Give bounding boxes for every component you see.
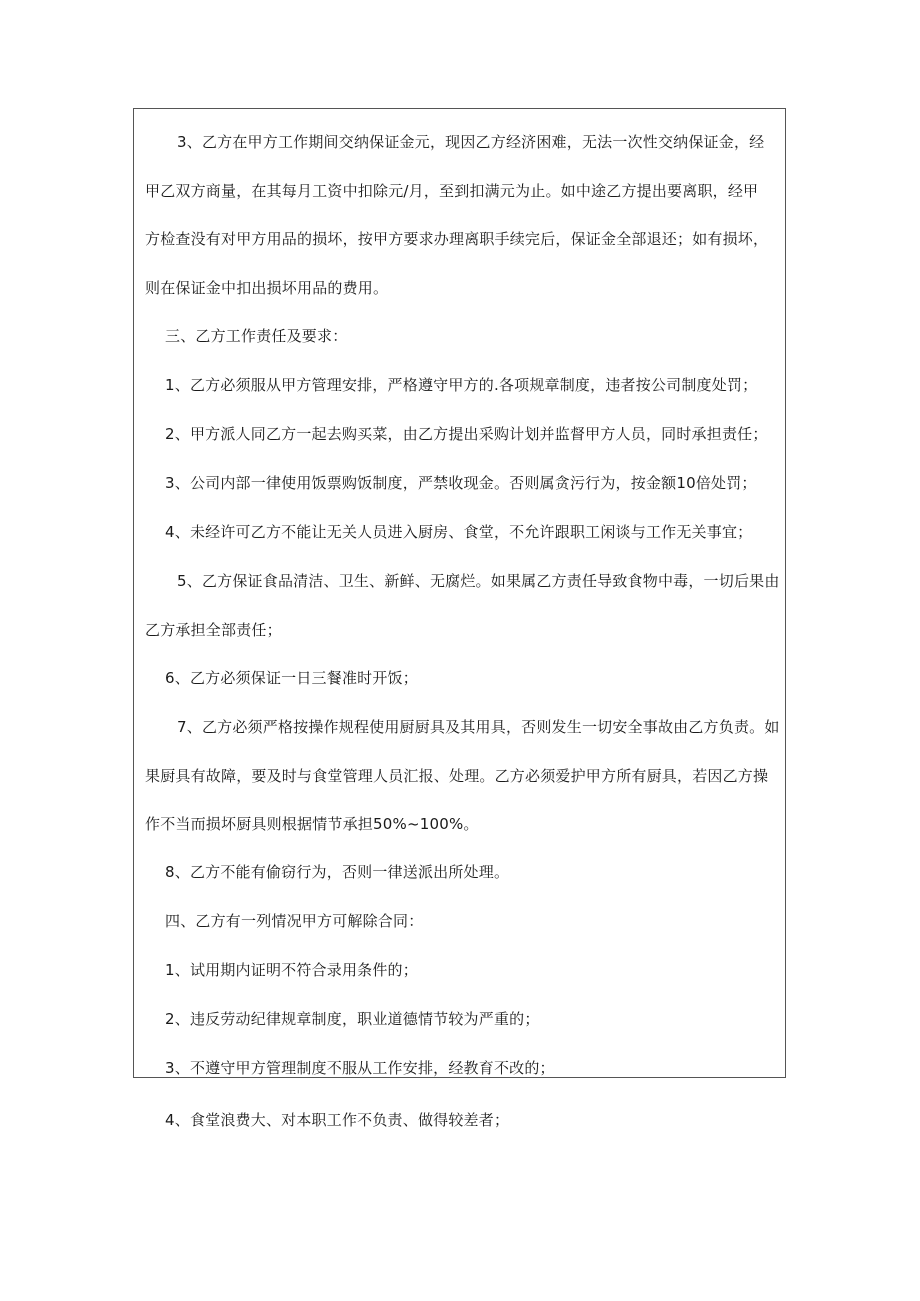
requirement-item-3: 3、公司内部一律使用饭票购饭制度，严禁收现金。否则属贪污行为，按金额10倍处罚； [165, 474, 757, 492]
requirement-item-6: 6、乙方必须保证一日三餐准时开饭； [165, 669, 418, 687]
requirement-item-8: 8、乙方不能有偷窃行为，否则一律送派出所处理。 [165, 863, 510, 881]
requirement-item-5: 5、乙方保证食品清洁、卫生、新鲜、无腐烂。如果属乙方责任导致食物中毒，一切后果由乙方承担全部责任； [145, 572, 780, 639]
section-heading-3: 三、乙方工作责任及要求： [165, 327, 348, 345]
section-heading-4: 四、乙方有一列情况甲方可解除合同： [165, 912, 424, 930]
requirement-item-4: 4、未经许可乙方不能让无关人员进入厨房、食堂，不允许跟职工闲谈与工作无关事宜； [165, 523, 753, 541]
termination-item-3: 3、不遵守甲方管理制度不服从工作安排，经教育不改的； [165, 1059, 555, 1077]
requirement-item-7: 7、乙方必须严格按操作规程使用厨厨具及其用具，否则发生一切安全事故由乙方负责。如果厨具有故障，要及时与食堂管理人员汇报、处理。乙方必须爱护甲方所有厨具，若因乙方操作不当而损坏厨具则根据情节承担50%~100%。 [145, 718, 780, 833]
requirement-item-2: 2、甲方派人同乙方一起去购买菜，由乙方提出采购计划并监督甲方人员，同时承担责任； [165, 425, 768, 443]
requirement-item-1: 1、乙方必须服从甲方管理安排，严格遵守甲方的.各项规章制度，违者按公司制度处罚； [165, 376, 758, 394]
termination-item-1: 1、试用期内证明不符合录用条件的； [165, 961, 418, 979]
termination-item-2: 2、违反劳动纪律规章制度，职业道德情节较为严重的； [165, 1010, 540, 1028]
termination-item-4: 4、食堂浪费大、对本职工作不负责、做得较差者； [165, 1111, 510, 1129]
paragraph-3-deposit: 3、乙方在甲方工作期间交纳保证金元，现因乙方经济困难，无法一次性交纳保证金，经甲乙双方商量，在其每月工资中扣除元/月，至到扣满元为止。如中途乙方提出要离职，经甲方检查没有对甲方用品的损坏，按甲方要求办理离职手续完后，保证金全部退还；如有损坏，则在保证金中扣出损坏用品的费用。 [145, 133, 769, 297]
